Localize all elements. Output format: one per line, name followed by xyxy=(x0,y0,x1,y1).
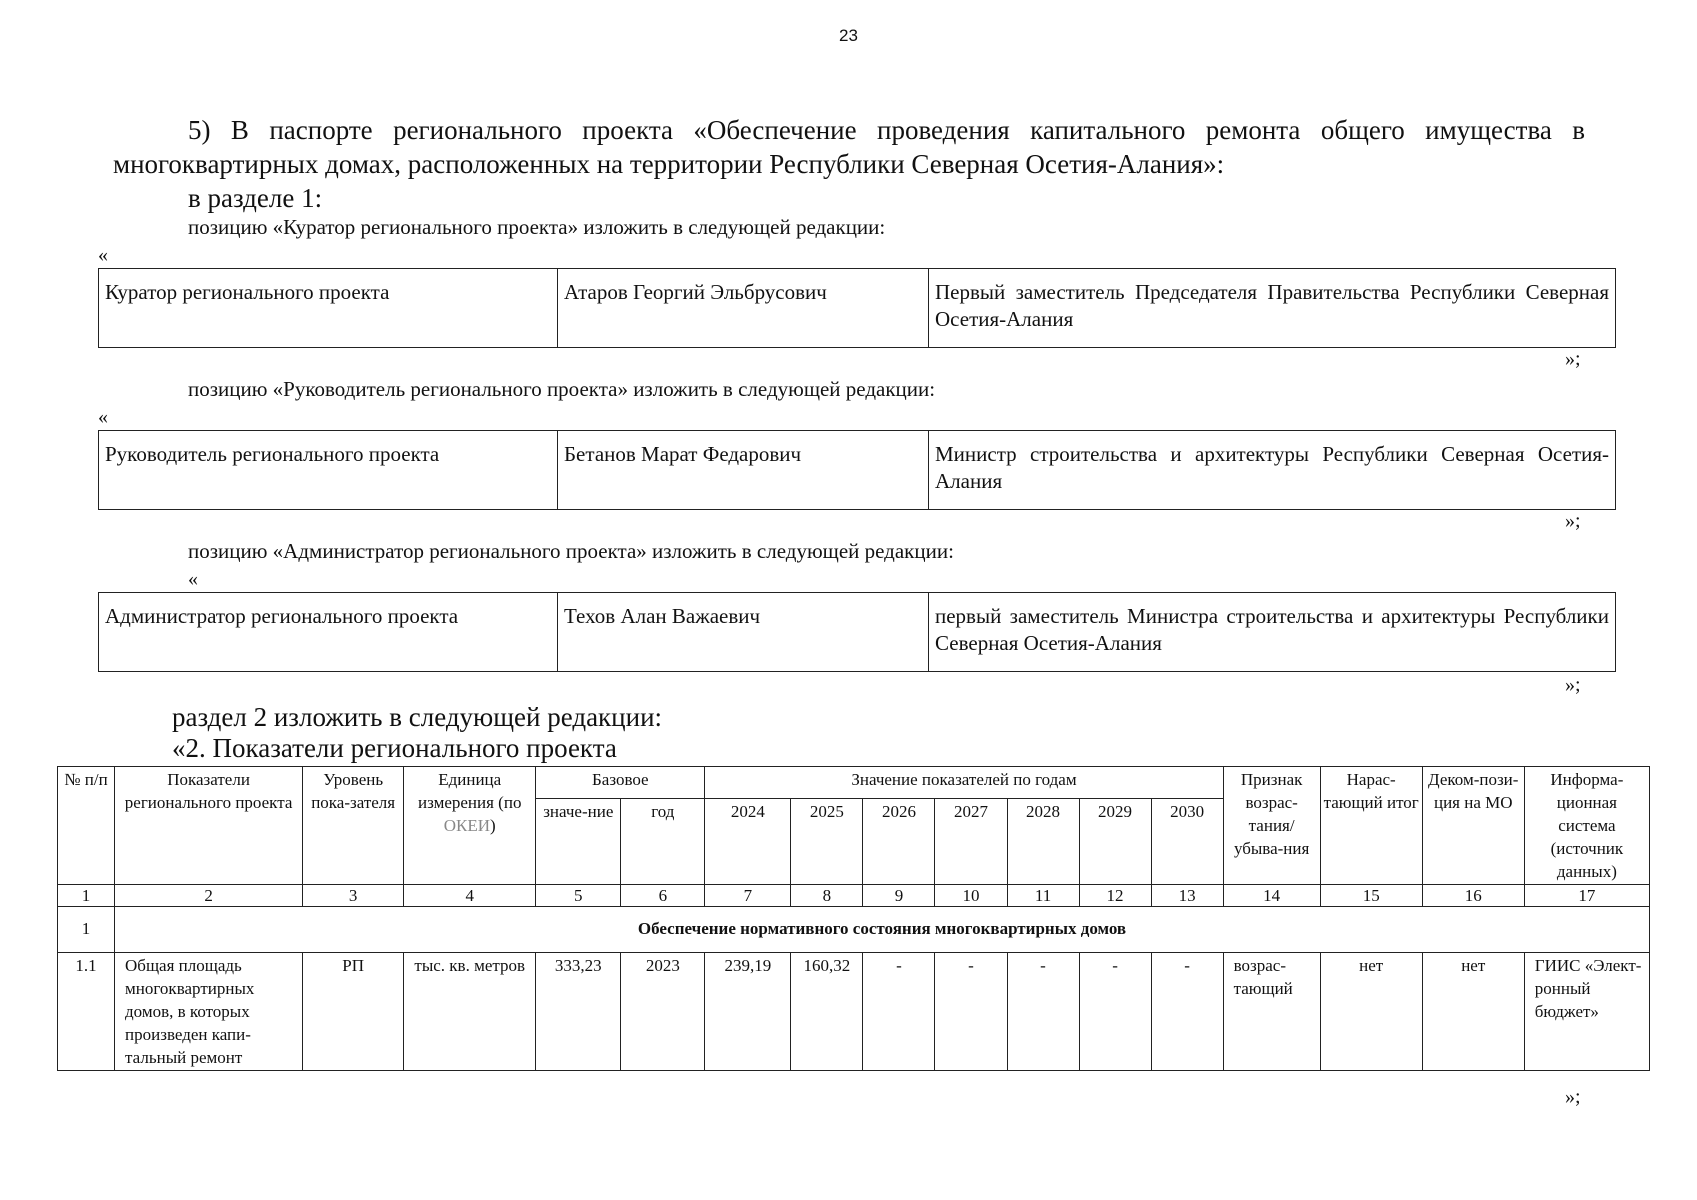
table-row xyxy=(99,269,1616,348)
person-cell: Бетанов Марат Федарович xyxy=(558,431,929,510)
title-cell: Первый заместитель Председателя Правительства Республики Северная Осетия-Алания xyxy=(929,269,1616,348)
row-base-year: 2023 xyxy=(621,953,705,1071)
title-cell: Министр строительства и архитектуры Республики Северная Осетия-Алания xyxy=(929,431,1616,510)
header-year: 2027 xyxy=(935,799,1007,885)
row-value: 160,32 xyxy=(791,953,863,1071)
row-info-system: ГИИС «Элект-ронный бюджет» xyxy=(1524,953,1649,1071)
column-number: 5 xyxy=(536,885,621,907)
header-num: № п/п xyxy=(58,767,115,885)
column-number: 9 xyxy=(863,885,935,907)
section-row xyxy=(58,907,1650,953)
table-row xyxy=(99,593,1616,672)
header-cumulative: Нарас-тающий итог xyxy=(1320,767,1422,885)
row-level: РП xyxy=(303,953,404,1071)
unit-close: ) xyxy=(490,816,496,835)
row-value: - xyxy=(1151,953,1223,1071)
close-quote: »; xyxy=(1565,510,1581,532)
okei-text: ОКЕИ xyxy=(443,816,491,835)
row-base-value: 333,23 xyxy=(536,953,621,1071)
column-number: 15 xyxy=(1320,885,1422,907)
role-cell: Руководитель регионального проекта xyxy=(99,431,558,510)
open-quote: « xyxy=(188,568,198,590)
section-title: Обеспечение нормативного состояния многоквартирных домов xyxy=(115,907,1650,953)
column-number-row xyxy=(58,885,1650,907)
header-base-value: значе-ние xyxy=(536,799,621,885)
column-number: 13 xyxy=(1151,885,1223,907)
header-level: Уровень пока-зателя xyxy=(303,767,404,885)
row-direction: возрас-тающий xyxy=(1223,953,1320,1071)
row-cumulative: нет xyxy=(1320,953,1422,1071)
row-indicator: Общая площадь многоквартирных домов, в которых произведен капи-тальный ремонт xyxy=(115,953,303,1071)
header-base: Базовое xyxy=(536,767,705,799)
title-cell: первый заместитель Министра строительства и архитектуры Республики Северная Осетия-Алания xyxy=(929,593,1616,672)
instruction-admin: позицию «Администратор регионального проекта» изложить в следующей редакции: xyxy=(188,539,954,563)
column-number: 16 xyxy=(1422,885,1524,907)
section2-title: «2. Показатели регионального проекта xyxy=(172,733,617,763)
role-cell: Администратор регионального проекта xyxy=(99,593,558,672)
header-values-by-year: Значение показателей по годам xyxy=(705,767,1223,799)
column-number: 3 xyxy=(303,885,404,907)
row-value: - xyxy=(1007,953,1079,1071)
close-quote: »; xyxy=(1565,348,1581,370)
person-cell: Атаров Георгий Эльбрусович xyxy=(558,269,929,348)
column-number: 2 xyxy=(115,885,303,907)
curator-table xyxy=(98,268,1616,348)
section-num: 1 xyxy=(58,907,115,953)
row-value: - xyxy=(863,953,935,1071)
column-number: 8 xyxy=(791,885,863,907)
intro-block xyxy=(113,113,1585,215)
page-number: 23 xyxy=(839,26,858,45)
role-cell: Куратор регионального проекта xyxy=(99,269,558,348)
unit-text: Единица измерения (по xyxy=(418,770,522,812)
intro-section-1: в разделе 1: xyxy=(188,183,323,213)
row-unit: тыс. кв. метров xyxy=(404,953,536,1071)
column-number: 1 xyxy=(58,885,115,907)
header-decomposition: Деком-пози-ция на МО xyxy=(1422,767,1524,885)
column-number: 14 xyxy=(1223,885,1320,907)
open-quote: « xyxy=(98,406,108,428)
column-number: 11 xyxy=(1007,885,1079,907)
header-year: 2030 xyxy=(1151,799,1223,885)
row-num: 1.1 xyxy=(58,953,115,1071)
row-decomposition: нет xyxy=(1422,953,1524,1071)
column-number: 17 xyxy=(1524,885,1649,907)
header-base-year: год xyxy=(621,799,705,885)
column-number: 4 xyxy=(404,885,536,907)
table-row xyxy=(58,953,1650,1071)
intro-paragraph: 5) В паспорте регионального проекта «Обеспечение проведения капитального ремонта общего имущества в многоквартирных домах, расположенных на территории Республики Северная Осетия-Алания»: xyxy=(113,115,1585,179)
instruction-head: позицию «Руководитель регионального проекта» изложить в следующей редакции: xyxy=(188,377,936,401)
row-value: - xyxy=(1079,953,1151,1071)
header-indicator: Показатели регионального проекта xyxy=(115,767,303,885)
instruction-curator: позицию «Куратор регионального проекта» изложить в следующей редакции: xyxy=(188,215,886,239)
header-year: 2024 xyxy=(705,799,791,885)
header-row xyxy=(58,767,1650,799)
column-number: 12 xyxy=(1079,885,1151,907)
close-quote: »; xyxy=(1565,674,1581,696)
head-table xyxy=(98,430,1616,510)
row-value: 239,19 xyxy=(705,953,791,1071)
header-year: 2029 xyxy=(1079,799,1151,885)
indicators-table xyxy=(57,766,1650,1071)
column-number: 7 xyxy=(705,885,791,907)
table-row xyxy=(99,431,1616,510)
column-number: 6 xyxy=(621,885,705,907)
close-quote: »; xyxy=(1565,1086,1581,1108)
header-year: 2026 xyxy=(863,799,935,885)
header-direction: Признак возрас-тания/ убыва-ния xyxy=(1223,767,1320,885)
header-unit xyxy=(404,767,536,885)
section2-instruction: раздел 2 изложить в следующей редакции: xyxy=(172,702,663,732)
column-number: 10 xyxy=(935,885,1007,907)
open-quote: « xyxy=(98,244,108,266)
row-value: - xyxy=(935,953,1007,1071)
admin-table xyxy=(98,592,1616,672)
header-year: 2028 xyxy=(1007,799,1079,885)
header-info-system: Информа-ционная система (источник данных) xyxy=(1524,767,1649,885)
header-year: 2025 xyxy=(791,799,863,885)
person-cell: Техов Алан Важаевич xyxy=(558,593,929,672)
